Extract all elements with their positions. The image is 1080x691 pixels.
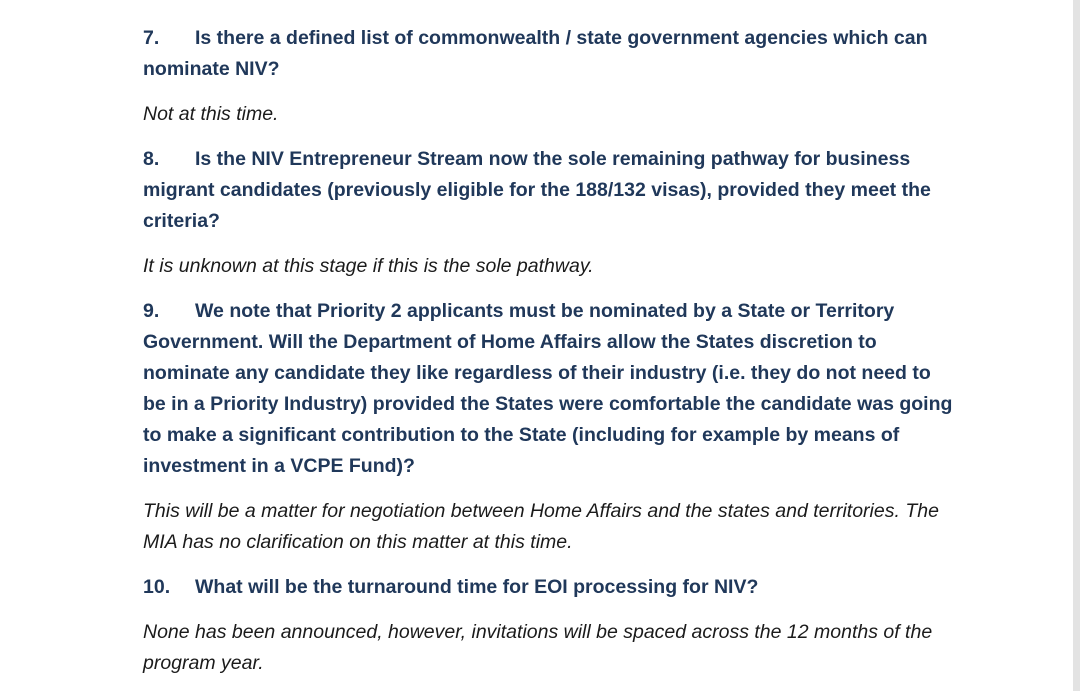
answer-7: Not at this time. [143, 103, 279, 125]
answer-10: None has been announced, however, invitations will be spaced across the 12 months of the program year. [143, 621, 933, 674]
question-text: Is the NIV Entrepreneur Stream now the sole remaining pathway for business migrant candidates (previously eligible for the 188/132 visas), provided they meet the criteria? [143, 148, 931, 232]
question-10 [143, 572, 958, 603]
question-text: We note that Priority 2 applicants must be nominated by a State or Territory Government. Will the Department of Home Affairs allow the States discretion to nominate any candidate they like regardless of their industry (i.e. they do not need to be in a Priority Industry) provided the States were comfortable the candidate was going to make a significant contribution to the State (including for example by means of investment in a VCPE Fund)? [143, 300, 953, 477]
question-9 [143, 296, 958, 482]
answer-9: This will be a matter for negotiation between Home Affairs and the states and territories. The MIA has no clarification on this matter at this time. [143, 500, 939, 553]
question-7 [143, 23, 958, 85]
qa-document-body [143, 23, 958, 691]
question-number: 7. [143, 27, 160, 49]
question-number: 10. [143, 576, 171, 598]
scrollbar-track[interactable] [1073, 0, 1080, 691]
question-number: 8. [143, 148, 160, 170]
question-number: 9. [143, 300, 160, 322]
answer-8: It is unknown at this stage if this is the sole pathway. [143, 255, 594, 277]
question-text: Is there a defined list of commonwealth / state government agencies which can nominate NIV? [143, 27, 928, 80]
question-text: What will be the turnaround time for EOI processing for NIV? [195, 576, 759, 598]
question-8 [143, 144, 958, 237]
